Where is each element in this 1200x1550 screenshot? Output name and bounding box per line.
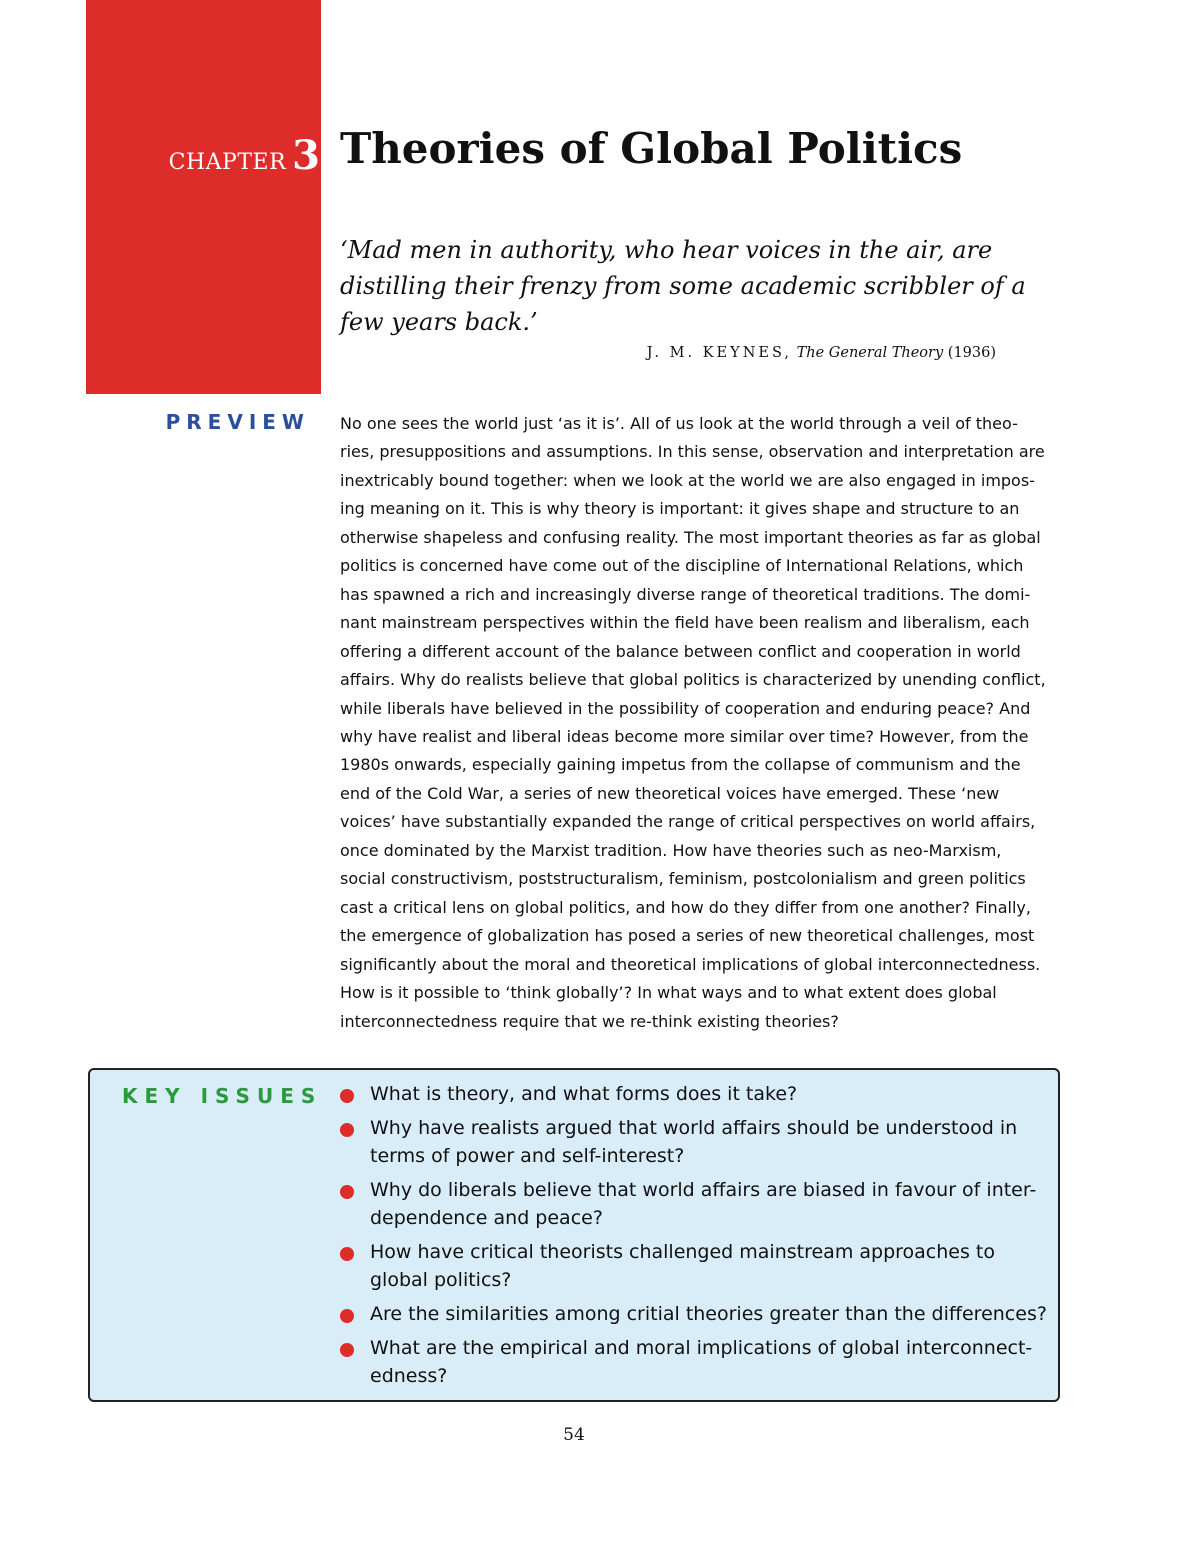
key-issues-heading: KEY ISSUES	[122, 1084, 323, 1108]
epigraph-attribution	[647, 345, 996, 361]
key-issue-item	[338, 1300, 1048, 1328]
preview-line: nant mainstream perspectives within the field have been realism and liberalism, each	[340, 613, 1030, 633]
preview-line: affairs. Why do realists believe that global politics is characterized by unending conflict,	[340, 670, 1046, 690]
preview-line: politics is concerned have come out of the discipline of International Relations, which	[340, 556, 1024, 576]
page-number: 54	[563, 1425, 585, 1445]
bullet-icon	[340, 1185, 354, 1199]
epigraph-line: ‘Mad men in authority, who hear voices in the air, are	[340, 236, 993, 264]
preview-line: significantly about the moral and theoretical implications of global interconnectedness.	[340, 954, 1041, 974]
key-issue-item	[338, 1080, 1048, 1108]
key-issue-line: terms of power and self-interest?	[370, 1145, 685, 1167]
preview-heading: PREVIEW	[165, 410, 310, 434]
preview-line: why have realist and liberal ideas become more similar over time? However, from the	[340, 726, 1029, 746]
chapter-banner	[86, 0, 321, 394]
key-issue-line: edness?	[370, 1365, 448, 1387]
chapter-word: CHAPTER	[168, 150, 287, 175]
preview-line: social constructivism, poststructuralism, feminism, postcolonialism and green politics	[340, 869, 1026, 889]
key-issue-line: global politics?	[370, 1269, 512, 1291]
chapter-label	[169, 132, 320, 179]
key-issue-item	[338, 1238, 1048, 1294]
preview-line: voices’ have substantially expanded the range of critical perspectives on world affairs,	[340, 812, 1036, 832]
key-issue-line: Are the similarities among critial theories greater than the differences?	[370, 1303, 1047, 1325]
epigraph-quote	[340, 232, 1040, 340]
key-issue-item	[338, 1114, 1048, 1170]
key-issue-item	[338, 1176, 1048, 1232]
bullet-icon	[340, 1247, 354, 1261]
epigraph-line: few years back.’	[340, 308, 538, 336]
preview-line: while liberals have believed in the possibility of cooperation and enduring peace? And	[340, 698, 1031, 718]
epigraph-year: (1936)	[947, 345, 996, 361]
bullet-icon	[340, 1309, 354, 1323]
preview-line: ries, presuppositions and assumptions. In this sense, observation and interpretation are	[340, 442, 1045, 462]
chapter-title: Theories of Global Politics	[340, 124, 963, 173]
preview-line: otherwise shapeless and confusing reality. The most important theories as far as global	[340, 527, 1041, 547]
preview-line: interconnectedness require that we re-think existing theories?	[340, 1011, 839, 1031]
preview-line: end of the Cold War, a series of new theoretical voices have emerged. These ‘new	[340, 783, 1000, 803]
preview-line: cast a critical lens on global politics, and how do they differ from one another? Finally,	[340, 897, 1031, 917]
preview-line: the emergence of globalization has posed a series of new theoretical challenges, most	[340, 926, 1035, 946]
key-issue-line: dependence and peace?	[370, 1207, 603, 1229]
key-issue-line: What are the empirical and moral implications of global interconnect-	[370, 1337, 1033, 1359]
key-issue-item	[338, 1334, 1048, 1390]
epigraph-work: The General Theory	[796, 345, 944, 361]
epigraph-author: J. M. KEYNES,	[646, 345, 792, 361]
key-issues-list	[338, 1080, 1048, 1396]
bullet-icon	[340, 1123, 354, 1137]
preview-line: No one sees the world just ‘as it is’. All of us look at the world through a veil of theo-	[340, 414, 1018, 433]
preview-line: ing meaning on it. This is why theory is important: it gives shape and structure to an	[340, 499, 1020, 519]
bullet-icon	[340, 1343, 354, 1357]
key-issue-line: Why have realists argued that world affairs should be understood in	[370, 1117, 1018, 1139]
key-issue-line: How have critical theorists challenged mainstream approaches to	[370, 1241, 995, 1263]
preview-line: 1980s onwards, especially gaining impetus from the collapse of communism and the	[340, 755, 1021, 775]
preview-line: has spawned a rich and increasingly diverse range of theoretical traditions. The domi-	[340, 584, 1031, 604]
chapter-number: 3	[292, 132, 320, 179]
preview-line: How is it possible to ‘think globally’? In what ways and to what extent does global	[340, 983, 997, 1003]
key-issue-line: Why do liberals believe that world affairs are biased in favour of inter-	[370, 1179, 1037, 1201]
key-issue-line: What is theory, and what forms does it take?	[370, 1083, 798, 1105]
epigraph-line: distilling their frenzy from some academic scribbler of a	[340, 272, 1026, 300]
preview-line: inextricably bound together: when we look at the world we are also engaged in impos-	[340, 470, 1035, 490]
preview-paragraph	[340, 410, 1070, 1036]
preview-line: offering a different account of the balance between conflict and cooperation in world	[340, 641, 1021, 661]
bullet-icon	[340, 1089, 354, 1103]
preview-line: once dominated by the Marxist tradition. How have theories such as neo-Marxism,	[340, 840, 1002, 860]
